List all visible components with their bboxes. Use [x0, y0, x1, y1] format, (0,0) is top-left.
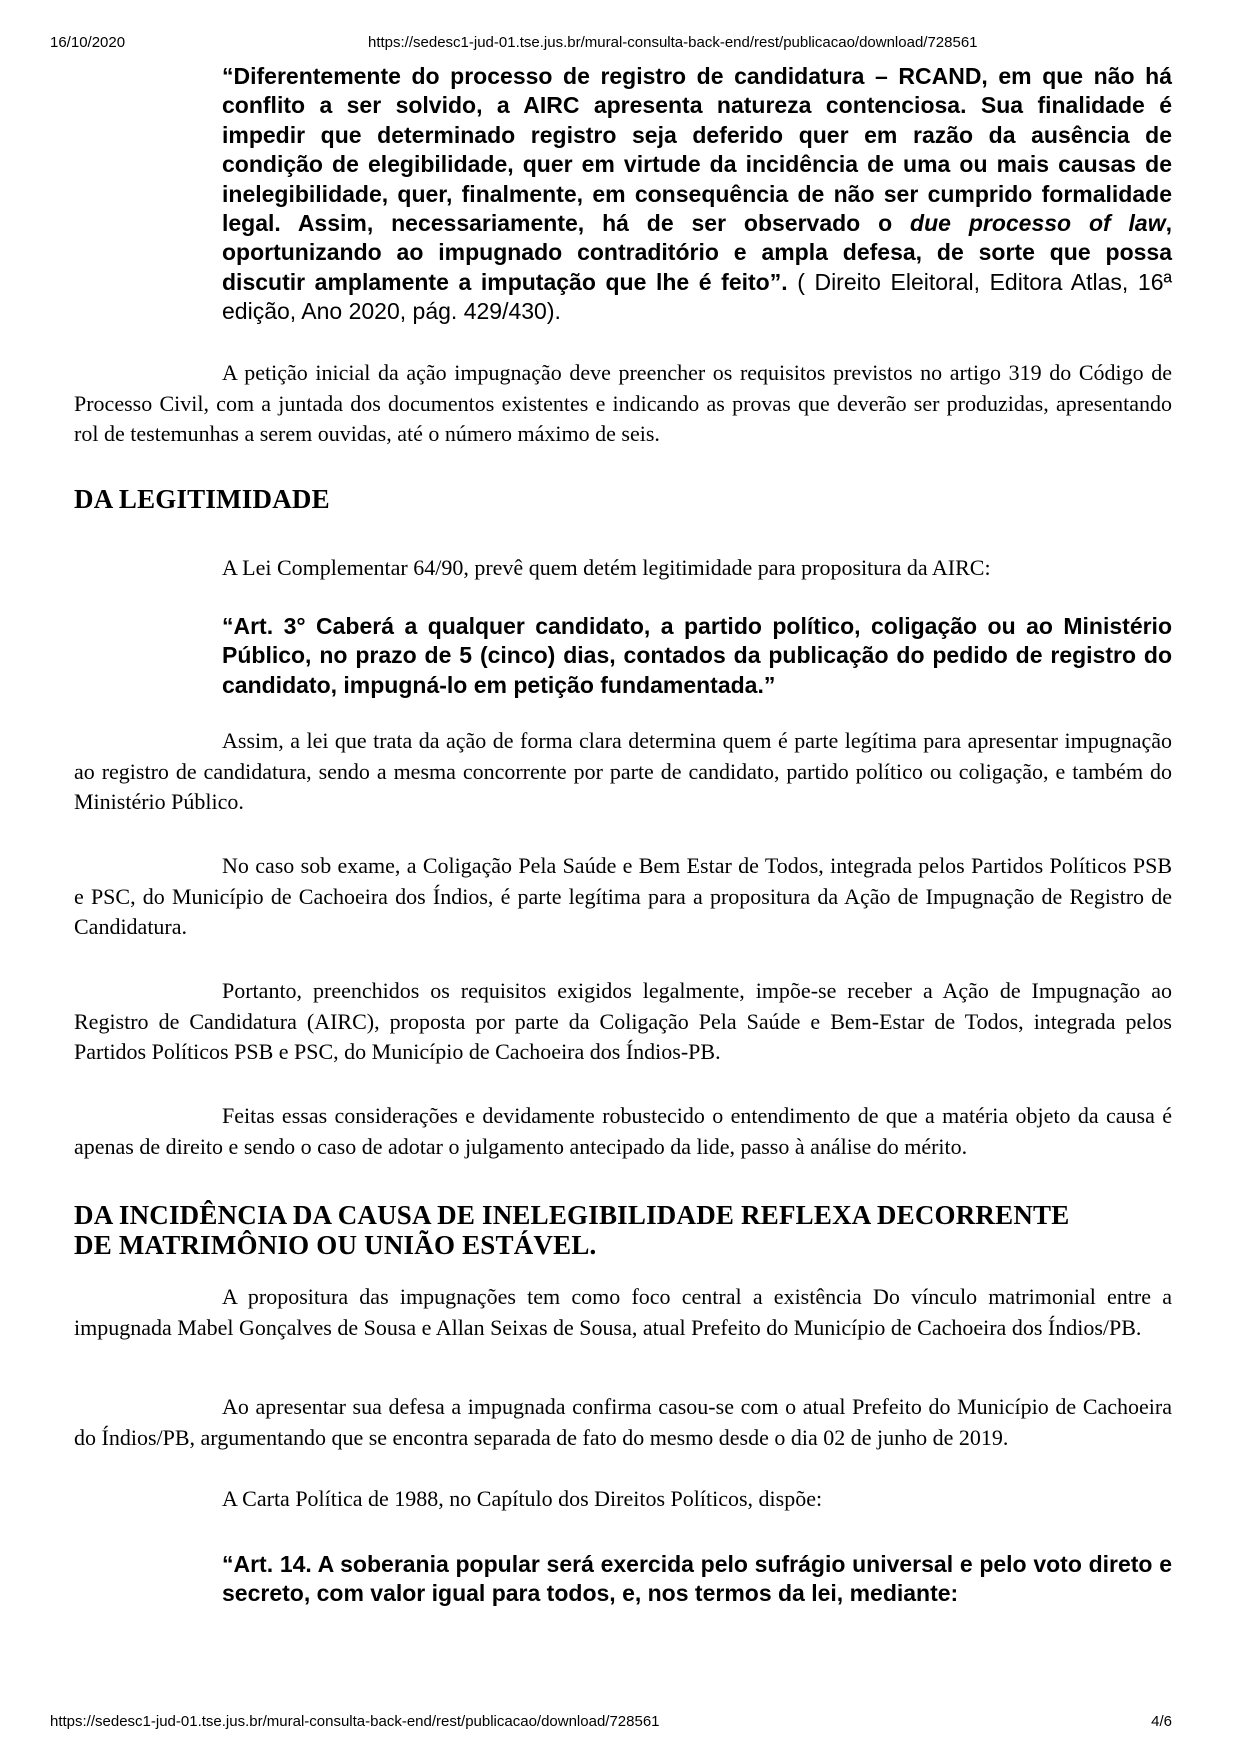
- doctrine-citation: ( Direito Eleitoral, Editora Atlas, 16ª edição, Ano 2020, pág. 429/430).: [222, 268, 1172, 325]
- paragraph-carta: A Carta Política de 1988, no Capítulo dos Direitos Políticos, dispõe:: [222, 1486, 823, 1511]
- paragraph-lei-complementar: A Lei Complementar 64/90, prevê quem detém legitimidade para propositura da AIRC:: [222, 555, 991, 580]
- heading-incidencia-line-1: DA INCIDÊNCIA DA CAUSA DE INELEGIBILIDADE REFLEXA DECORRENTE: [74, 1200, 1070, 1230]
- heading-incidencia: [74, 1200, 1172, 1260]
- quote-art-3: [222, 612, 1172, 700]
- quote-art-14-text: “Art. 14. A soberania popular será exercida pelo sufrágio universal e pelo voto direto e secreto, com valor igual para todos, e, nos termos da lei, mediante:: [222, 1551, 1172, 1607]
- header-url: https://sedesc1-jud-01.tse.jus.br/mural-consulta-back-end/rest/publicacao/download/728561: [368, 34, 978, 51]
- paragraph-assim: Assim, a lei que trata da ação de forma clara determina quem é parte legítima para apresentar impugnação ao registro de candidatura, sendo a mesma concorrente por parte de candidato, partido político ou coligação, e também do Ministério Público.: [74, 728, 1172, 814]
- doctrine-quote-bold-1: “Diferentemente do processo de registro de candidatura – RCAND, em que não há conflito a ser solvido, a AIRC apresenta natureza contenciosa. Sua finalidade é impedir que determinado registro seja deferido quer em razão da ausência de condição de elegibilidade, quer em virtude da incidência de uma ou mais causas de inelegibilidade, quer, finalmente, em consequência de não ser cumprido formalidade legal. Assim, necessariamente, há de ser observado o: [222, 63, 1172, 237]
- heading-legitimidade: DA LEGITIMIDADE: [74, 484, 330, 514]
- doctrine-quote-italic: due processo of law: [910, 210, 1166, 237]
- paragraph-portanto: Portanto, preenchidos os requisitos exigidos legalmente, impõe-se receber a Ação de Impugnação ao Registro de Candidatura (AIRC), proposta por parte da Coligação Pela Saúde e Bem-Estar de Todos, integrada pelos Partidos Políticos PSB e PSC, do Município de Cachoeira dos Índios-PB.: [74, 978, 1172, 1064]
- quote-art-3-text: “Art. 3° Caberá a qualquer candidato, a partido político, coligação ou ao Ministério Público, no prazo de 5 (cinco) dias, contados da publicação do pedido de registro do candidato, impugná-lo em petição fundamentada.”: [222, 613, 1172, 698]
- doctrine-quote-bold-2: , oportunizando ao impugnado contraditório e ampla defesa, de sorte que possa discutir amplamente a imputação que lhe é feito”.: [222, 210, 1173, 295]
- paragraph-defesa: Ao apresentar sua defesa a impugnada confirma casou-se com o atual Prefeito do Município de Cachoeira do Índios/PB, argumentando que se encontra separada de fato do mesmo desde o dia 02 de junho de 2019.: [74, 1394, 1172, 1450]
- paragraph-feitas: Feitas essas considerações e devidamente robustecido o entendimento de que a matéria objeto da causa é apenas de direito e sendo o caso de adotar o julgamento antecipado da lide, passo à análise do mérito.: [74, 1103, 1172, 1159]
- heading-incidencia-line-2: DE MATRIMÔNIO OU UNIÃO ESTÁVEL.: [74, 1230, 597, 1260]
- paragraph-propositura: A propositura das impugnações tem como foco central a existência Do vínculo matrimonial entre a impugnada Mabel Gonçalves de Sousa e Allan Seixas de Sousa, atual Prefeito do Município de Cachoeira dos Índios/PB.: [74, 1284, 1172, 1340]
- paragraph-caso: No caso sob exame, a Coligação Pela Saúde e Bem Estar de Todos, integrada pelos Partidos Políticos PSB e PSC, do Município de Cachoeira dos Índios, é parte legítima para a propositura da Ação de Impugnação de Registro de Candidatura.: [74, 853, 1172, 939]
- header-date: 16/10/2020: [50, 34, 126, 51]
- footer-url: https://sedesc1-jud-01.tse.jus.br/mural-consulta-back-end/rest/publicacao/download/728561: [50, 1713, 660, 1730]
- page-number: 4/6: [1151, 1713, 1172, 1730]
- paragraph-peticao: A petição inicial da ação impugnação deve preencher os requisitos previstos no artigo 319 do Código de Processo Civil, com a juntada dos documentos existentes e indicando as provas que deverão ser produzidas, apresentando rol de testemunhas a serem ouvidas, até o número máximo de seis.: [74, 360, 1172, 446]
- quote-art-14: [222, 1550, 1172, 1609]
- doctrine-quote: [222, 62, 1172, 327]
